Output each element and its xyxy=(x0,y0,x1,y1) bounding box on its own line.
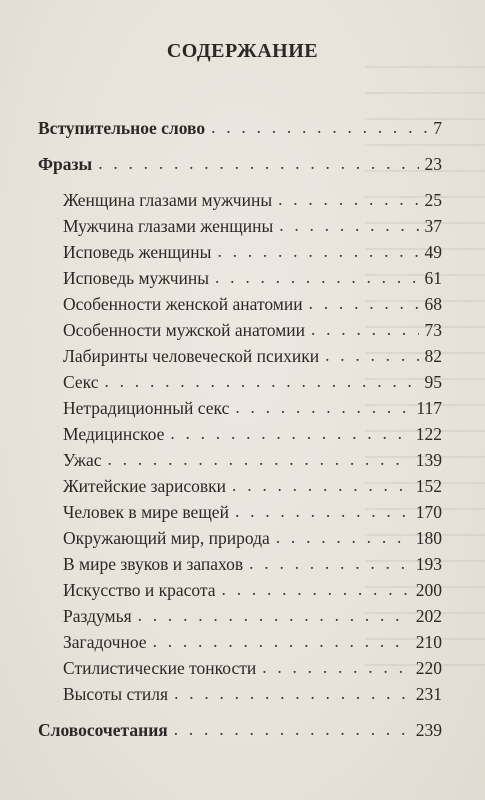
toc-entry-page-number: 220 xyxy=(415,658,442,678)
toc-entry xyxy=(63,213,442,239)
toc-entry-page-number: 239 xyxy=(415,720,442,740)
toc-entry-page-number: 49 xyxy=(424,242,442,262)
toc-entry-page-number: 61 xyxy=(424,268,442,288)
toc-entry-page-number: 37 xyxy=(424,216,442,236)
toc-entry xyxy=(63,291,442,317)
toc-entry-title: Стилистические тонкости xyxy=(63,658,257,678)
toc-entry xyxy=(63,239,442,265)
toc-entry-title: Нетрадиционный секс xyxy=(63,398,230,418)
dot-leader xyxy=(279,212,418,238)
toc-entry xyxy=(63,343,442,369)
toc-entry-title: Мужчина глазами женщины xyxy=(63,216,274,236)
toc-entry xyxy=(63,187,442,213)
toc-entry-page-number: 180 xyxy=(415,528,442,548)
toc-entry xyxy=(38,115,442,141)
toc-entry-title: Житейские зарисовки xyxy=(63,476,227,496)
toc-entry-page-number: 95 xyxy=(424,372,442,392)
toc-entry-title: Искусство и красота xyxy=(63,580,216,600)
toc-entry-title: Исповедь женщины xyxy=(63,242,212,262)
toc-entry-title: Исповедь мужчины xyxy=(63,268,210,288)
toc-entry xyxy=(63,499,442,525)
dot-leader xyxy=(235,394,410,420)
toc-entry-title: Загадочное xyxy=(63,632,147,652)
dot-leader xyxy=(217,238,418,264)
toc-entry-title: Высоты стиля xyxy=(63,684,169,704)
toc-entry-page-number: 122 xyxy=(415,424,442,444)
dot-leader xyxy=(215,264,418,290)
toc-entry-page-number: 200 xyxy=(415,580,442,600)
toc-entry-title: Женщина глазами мужчины xyxy=(63,190,273,210)
toc-entry-title: Лабиринты человеческой психики xyxy=(63,346,320,366)
toc-entry-title: Фразы xyxy=(38,154,93,174)
toc-entry xyxy=(38,717,442,743)
dot-leader xyxy=(249,550,410,576)
dot-leader xyxy=(98,150,418,176)
toc-entry-title: Раздумья xyxy=(63,606,132,626)
dot-leader xyxy=(262,654,410,680)
toc-entry xyxy=(63,317,442,343)
dot-leader xyxy=(309,290,419,316)
toc-entry-title: Ужас xyxy=(63,450,102,470)
toc-entry-title: Окружающий мир, природа xyxy=(63,528,270,548)
dot-leader xyxy=(153,628,410,654)
toc-entry xyxy=(63,421,442,447)
toc-entry-page-number: 25 xyxy=(424,190,442,210)
toc-entry-page-number: 202 xyxy=(415,606,442,626)
toc-entry-title: Особенности женской анатомии xyxy=(63,294,303,314)
toc-entry xyxy=(63,525,442,551)
dot-leader xyxy=(235,498,410,524)
toc-entry xyxy=(63,681,442,707)
toc-entry-title: Человек в мире вещей xyxy=(63,502,229,522)
toc-entry xyxy=(63,395,442,421)
toc-entry-page-number: 152 xyxy=(415,476,442,496)
dot-leader xyxy=(325,342,418,368)
toc-entry-page-number: 73 xyxy=(424,320,442,340)
dot-leader xyxy=(278,186,418,212)
toc-entry xyxy=(63,655,442,681)
dot-leader xyxy=(232,472,410,498)
dot-leader xyxy=(105,368,419,394)
dot-leader xyxy=(170,420,409,446)
dot-leader xyxy=(107,446,409,472)
dot-leader xyxy=(222,576,410,602)
toc-entry-page-number: 139 xyxy=(415,450,442,470)
toc-entry-title: Словосочетания xyxy=(38,720,168,740)
toc-entry-title: Особенности мужской анатомии xyxy=(63,320,305,340)
toc-entry xyxy=(63,473,442,499)
dot-leader xyxy=(276,524,410,550)
toc-entry-title: Медицинское xyxy=(63,424,165,444)
dot-leader xyxy=(311,316,419,342)
toc-entry-page-number: 231 xyxy=(415,684,442,704)
toc-entry xyxy=(63,629,442,655)
toc-entry-page-number: 210 xyxy=(415,632,442,652)
toc-entry-page-number: 193 xyxy=(415,554,442,574)
toc-entry-title: Вступительное слово xyxy=(38,118,206,138)
toc-entry-page-number: 117 xyxy=(416,398,442,418)
toc-entry-page-number: 68 xyxy=(424,294,442,314)
dot-leader xyxy=(211,114,427,140)
toc-entry-title: В мире звуков и запахов xyxy=(63,554,244,574)
toc-entry-page-number: 170 xyxy=(415,502,442,522)
toc-entry-page-number: 23 xyxy=(424,154,442,174)
toc-entry-title: Секс xyxy=(63,372,99,392)
toc-entry-page-number: 7 xyxy=(433,118,442,138)
toc-entry xyxy=(63,551,442,577)
toc-entry-page-number: 82 xyxy=(424,346,442,366)
toc-entry xyxy=(63,603,442,629)
toc-entry xyxy=(38,151,442,177)
dot-leader xyxy=(138,602,410,628)
toc-entry xyxy=(63,369,442,395)
toc-entry xyxy=(63,577,442,603)
page-title: СОДЕРЖАНИЕ xyxy=(166,40,319,62)
toc-entry xyxy=(63,447,442,473)
dot-leader xyxy=(174,716,410,742)
toc-entry xyxy=(63,265,442,291)
dot-leader xyxy=(174,680,410,706)
